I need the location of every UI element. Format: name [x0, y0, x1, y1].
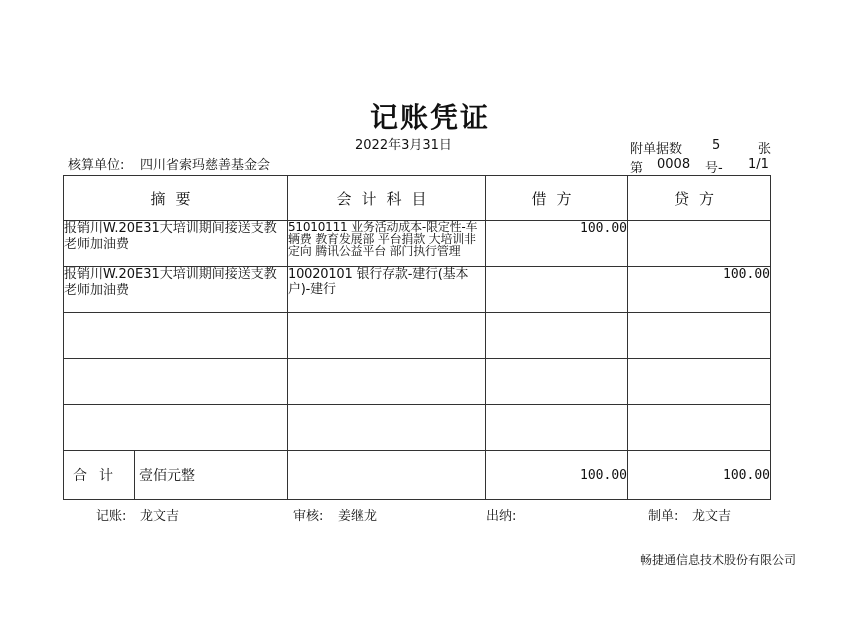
table-row — [64, 267, 771, 313]
page-indicator: 1/1 — [748, 157, 769, 172]
row-credit — [628, 313, 771, 359]
row-summary — [64, 313, 288, 359]
row-summary — [64, 359, 288, 405]
auditor-label: 审核: — [293, 509, 324, 524]
row-account — [288, 405, 486, 451]
attachment-label: 附单据数 — [630, 142, 683, 157]
table-row — [64, 405, 771, 451]
total-capital: 壹佰元整 — [139, 468, 195, 484]
attachment-unit: 张 — [758, 142, 772, 157]
row-debit — [486, 359, 628, 405]
voucher-number: 0008 — [657, 157, 691, 172]
table-row — [64, 221, 771, 267]
total-row — [64, 451, 771, 500]
row-credit — [628, 359, 771, 405]
row-debit — [486, 313, 628, 359]
row-debit — [486, 405, 628, 451]
row-account: 51010111 业务活动成本-限定性-车辆费 教育发展部 平台捐款 大培训非定向 腾讯公益平台 部门执行管理 — [288, 221, 486, 267]
bookkeeper-label: 记账: — [96, 509, 127, 524]
row-account: 10020101 银行存款-建行(基本户)-建行 — [288, 267, 486, 313]
table-row — [64, 359, 771, 405]
header-account: 会计科目 — [288, 176, 486, 221]
header-row — [64, 176, 771, 221]
attachment-count: 5 — [712, 138, 721, 153]
row-summary — [64, 405, 288, 451]
total-credit: 100.00 — [628, 451, 771, 500]
table-row — [64, 313, 771, 359]
maker-name: 龙文吉 — [692, 509, 732, 524]
voucher-title: 记账凭证 — [369, 101, 490, 134]
row-credit — [628, 221, 771, 267]
row-summary: 报销川W.20E31大培训期间接送支教老师加油费 — [64, 267, 288, 313]
maker-label: 制单: — [648, 509, 679, 524]
row-debit: 100.00 — [486, 221, 628, 267]
voucher-no-prefix: 第 — [630, 161, 644, 176]
row-credit — [628, 405, 771, 451]
total-account — [288, 451, 486, 500]
row-account — [288, 313, 486, 359]
voucher-no-suffix: 号- — [705, 161, 723, 176]
company-name: 畅捷通信息技术股份有限公司 — [640, 553, 797, 567]
row-summary: 报销川W.20E31大培训期间接送支教老师加油费 — [64, 221, 288, 267]
total-label: 合计 — [64, 451, 135, 499]
unit-label: 核算单位: — [68, 158, 125, 173]
row-debit — [486, 267, 628, 313]
bookkeeper-name: 龙文吉 — [140, 509, 180, 524]
unit-name: 四川省索玛慈善基金会 — [140, 158, 271, 173]
header-summary: 摘要 — [64, 176, 288, 221]
total-debit: 100.00 — [486, 451, 628, 500]
auditor-name: 姜继龙 — [338, 509, 378, 524]
header-debit: 借方 — [486, 176, 628, 221]
voucher-date: 2022年3月31日 — [355, 138, 452, 153]
header-credit: 贷方 — [628, 176, 771, 221]
total-cell — [64, 451, 288, 500]
row-credit: 100.00 — [628, 267, 771, 313]
voucher-table — [63, 175, 771, 500]
row-account — [288, 359, 486, 405]
cashier-label: 出纳: — [486, 509, 517, 524]
